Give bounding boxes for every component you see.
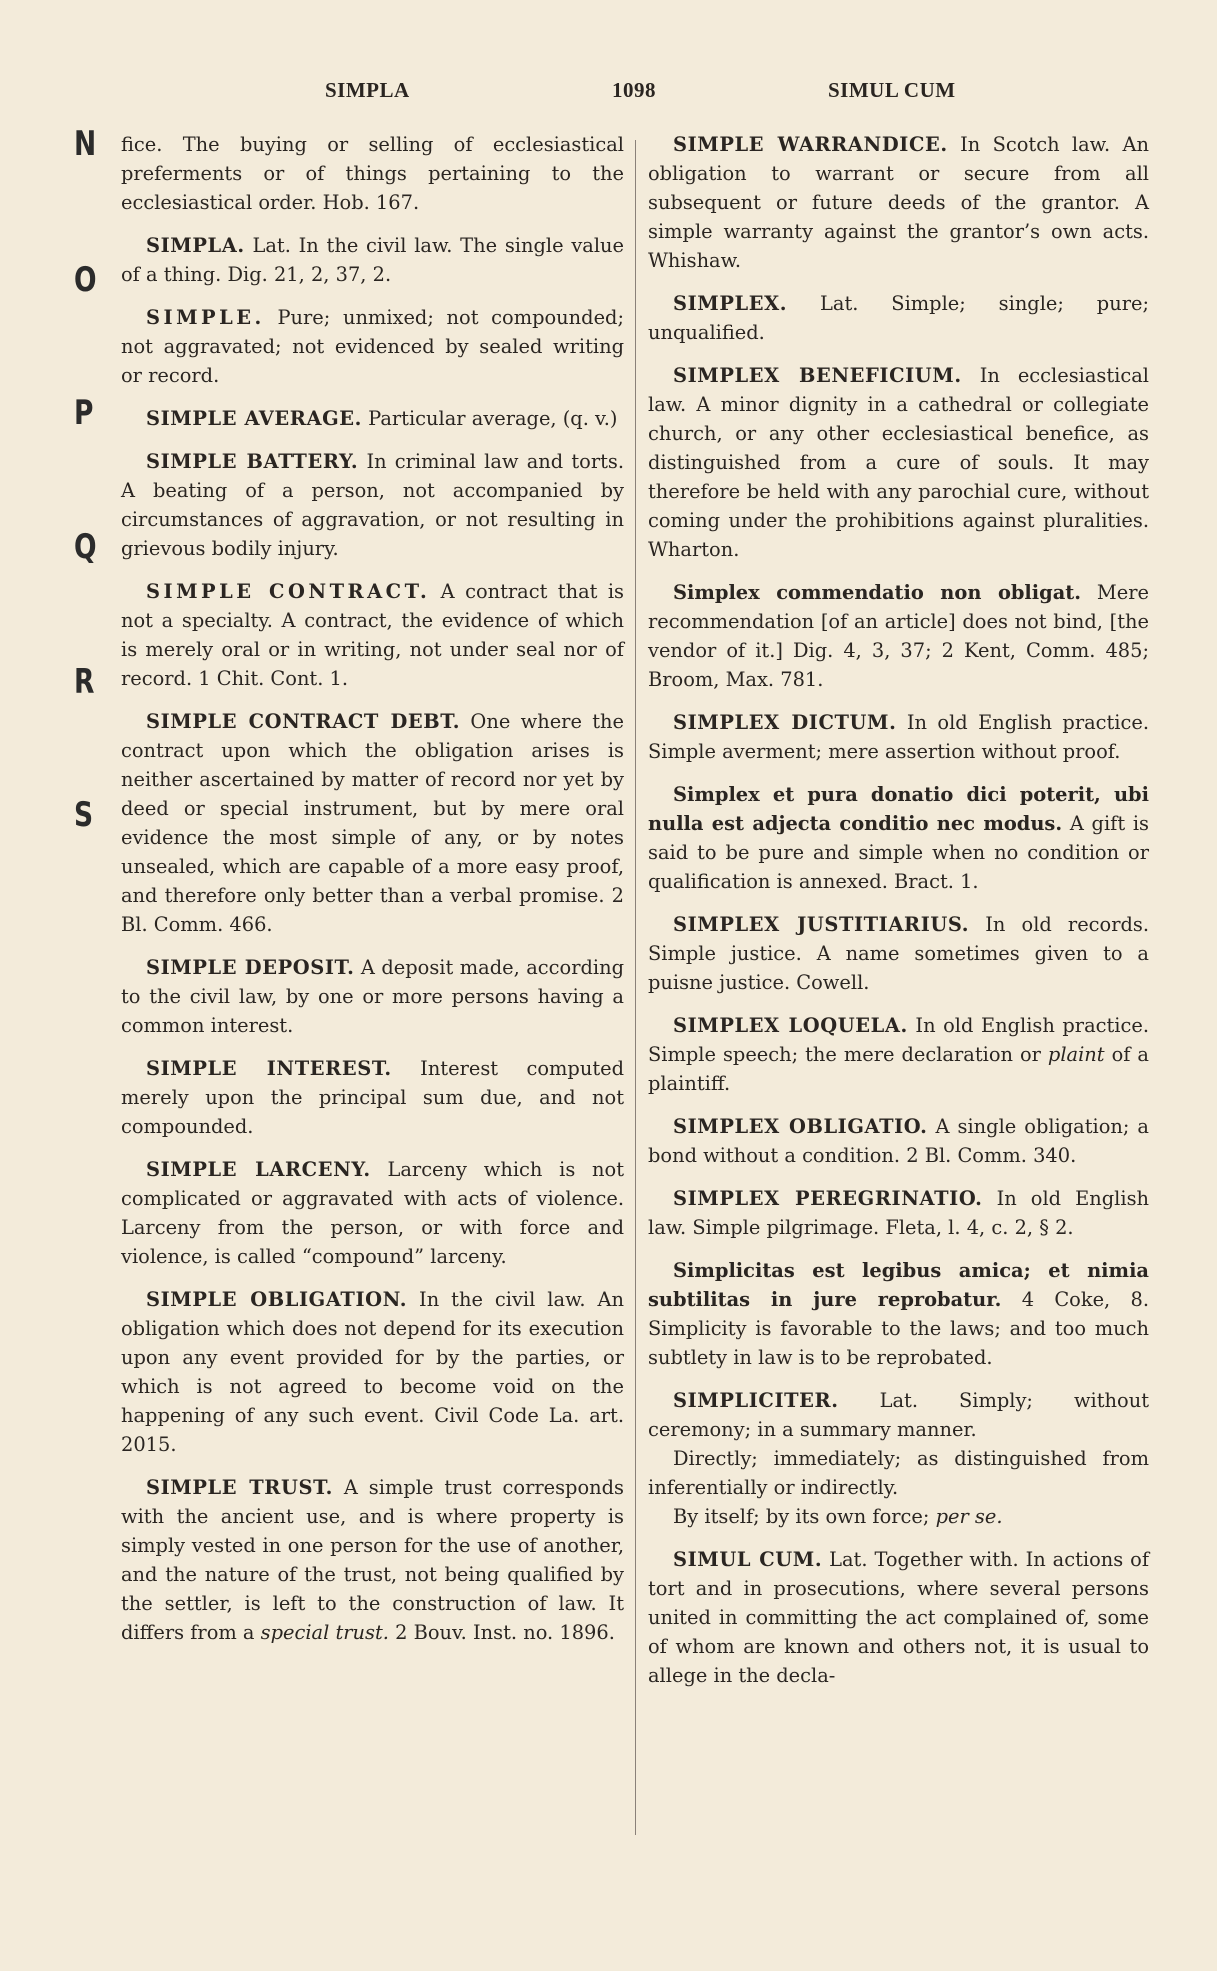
entry-text: Pure; unmixed; not compounded; not aggravated; not evidenced by sealed writing or record. — [121, 306, 624, 387]
entry-text: In criminal law and torts. A beating of a person, not accompanied by circumstances of aggravation, or not resulting in grievous bodily injury. — [121, 450, 624, 560]
entry-text: Larceny which is not complicated or aggravated with acts of violence. Larceny from the person, or with force and violence, is called “compound” larceny. — [121, 1158, 625, 1268]
entry-headword: SIMPLA. — [146, 234, 245, 257]
entry-simpliciter — [648, 1386, 1149, 1444]
thumb-index-letter: O — [74, 260, 97, 300]
entry-text: Directly; immediately; as distinguished from inferentially or indirectly. — [648, 1447, 1149, 1499]
entry-headword: SIMUL CUM. — [673, 1548, 823, 1571]
entry-text: Mere recommendation [of an article] does not bind, [the vendor of it.] Dig. 4, 3, 37; 2 Kent, Comm. 485; Broom, Max. 781. — [648, 581, 1149, 691]
entry-italic-text: special trust. — [260, 1621, 389, 1644]
entry-simpla — [121, 231, 624, 289]
maxim-simplex-commendatio — [648, 578, 1149, 694]
entry-text: Interest computed merely upon the principal sum due, and not compounded. — [121, 1057, 624, 1138]
entry-simple-battery — [121, 447, 624, 563]
entry-text: In old English practice. Simple speech; the mere declaration or — [648, 1014, 1149, 1066]
entry-headword: SIMPLEX. — [673, 292, 788, 315]
maxim-text: Simplicitas est legibus amica; et nimia subtilitas in jure reprobatur. — [648, 1259, 1149, 1311]
thumb-index-letter: Q — [74, 527, 97, 567]
entry-sub-sense — [648, 1444, 1149, 1502]
entry-simple-contract — [121, 577, 624, 693]
entry-text: In the civil law. An obligation which does not depend for its execution upon any event provided for by the parties, or which is not agreed to become void on the happening of any such event. Civil Code La. art. 2015. — [121, 1288, 624, 1456]
entry-simple-interest — [121, 1054, 624, 1141]
entry-simple-larceny — [121, 1155, 624, 1271]
entry-headword: SIMPLEX JUSTITIARIUS. — [673, 913, 970, 936]
entry-headword: SIMPLE OBLIGATION. — [146, 1288, 408, 1311]
entry-headword: SIMPLE BATTERY. — [146, 450, 359, 473]
entry-simplex-dictum — [648, 708, 1149, 766]
entry-text: By itself; by its own force; — [673, 1505, 936, 1528]
entry-headword: SIMPLE CONTRACT DEBT. — [146, 710, 461, 733]
entry-headword: SIMPLE INTEREST. — [146, 1057, 392, 1080]
entry-simplex-peregrinatio — [648, 1184, 1149, 1242]
entry-headword: SIMPLICITER. — [673, 1389, 839, 1412]
entry-simple-warrandice — [648, 130, 1149, 275]
entry-text-tail: of a plaintiff. — [648, 1043, 1149, 1095]
entry-simple-average — [121, 404, 624, 433]
page-number: 1098 — [612, 78, 656, 102]
thumb-index-letter: P — [74, 393, 94, 433]
entry-text: A contract that is not a specialty. A contract, the evidence of which is merely oral or in writing, not under seal nor of record. 1 Chit. Cont. 1. — [121, 580, 624, 690]
entry-simplex-justitiarius — [648, 910, 1149, 997]
entry-headword: SIMPLEX DICTUM. — [673, 711, 897, 734]
right-column — [648, 130, 1149, 1704]
entry-text: 4 Coke, 8. Simplicity is favorable to the laws; and too much subtlety in law is to be reprobated. — [648, 1288, 1149, 1369]
entry-text: A single obligation; a bond without a condition. 2 Bl. Comm. 340. — [648, 1115, 1149, 1167]
entry-headword: SIMPLEX OBLIGATIO. — [673, 1115, 928, 1138]
entry-continuation — [121, 130, 624, 217]
entry-text: In ecclesiastical law. A minor dignity in a cathedral or collegiate church, or any other ecclesiastical benefice, as distinguished from a cure of souls. It may therefore be held with any parochial cure, without coming under the prohibitions against pluralities. Wharton. — [648, 364, 1149, 561]
entry-italic-text: plaint — [1047, 1043, 1105, 1066]
entry-headword: SIMPLEX LOQUELA. — [673, 1014, 908, 1037]
entry-text: In old English practice. Simple averment; mere assertion without proof. — [648, 711, 1150, 763]
entry-headword: SIMPLEX BENEFICIUM. — [673, 364, 962, 387]
maxim-text: Simplex et pura donatio dici poterit, ubi nulla est adjecta conditio nec modus. — [648, 783, 1149, 835]
entry-simple-deposit — [121, 953, 624, 1040]
entry-headword: SIMPLE AVERAGE. — [146, 407, 362, 430]
maxim-simplex-et-pura — [648, 780, 1149, 896]
maxim-text: Simplex commendatio non obligat. — [673, 581, 1081, 604]
entry-headword: SIMPLE TRUST. — [146, 1476, 333, 1499]
entry-headword: SIMPLE CONTRACT. — [146, 580, 431, 603]
entry-text: Lat. Simple; single; pure; unqualified. — [648, 292, 1149, 344]
entry-text: One where the contract upon which the obligation arises is neither ascertained by matter of record nor yet by deed or special instrument, but by mere oral evidence the most simple of any, or by notes unsealed, which are capable of a more easy proof, and therefore only better than a verbal promise. 2 Bl. Comm. 466. — [121, 710, 624, 936]
entry-simple-trust — [121, 1473, 624, 1647]
entry-simul-cum — [648, 1545, 1149, 1690]
entry-italic-text: per se. — [935, 1505, 1003, 1528]
entry-simple-contract-debt — [121, 707, 624, 939]
entry-simple — [121, 303, 624, 390]
entry-simplex-loquela — [648, 1011, 1149, 1098]
running-header — [0, 78, 1217, 108]
maxim-simplicitas — [648, 1256, 1149, 1372]
column-divider — [635, 140, 636, 1835]
left-column — [121, 130, 624, 1661]
entry-text: Lat. In the civil law. The single value of a thing. Dig. 21, 2, 37, 2. — [121, 234, 624, 286]
entry-headword: SIMPLEX PEREGRINATIO. — [673, 1187, 983, 1210]
entry-simple-obligation — [121, 1285, 624, 1459]
entry-simplex — [648, 289, 1149, 347]
header-right-guide-word: SIMUL CUM — [828, 78, 956, 102]
entry-text: In old records. Simple justice. A name sometimes given to a puisne justice. Cowell. — [648, 913, 1149, 994]
thumb-index-letter: R — [74, 662, 95, 702]
entry-text: In old English law. Simple pilgrimage. Fleta, l. 4, c. 2, § 2. — [648, 1187, 1150, 1239]
entry-text: Particular average, (q. v.) — [362, 407, 618, 430]
entry-text: A gift is said to be pure and simple when no condition or qualification is annexed. Bract. 1. — [648, 812, 1149, 893]
thumb-index-letter: N — [74, 124, 97, 164]
entry-headword: SIMPLE WARRANDICE. — [673, 133, 948, 156]
entry-text: In Scotch law. An obligation to warrant or secure from all subsequent or future deeds of the grantor. A simple warranty against the grantor’s own acts. Whishaw. — [648, 133, 1149, 272]
entry-simplex-beneficium — [648, 361, 1149, 564]
entry-headword: SIMPLE. — [146, 306, 265, 329]
entry-simplex-obligatio — [648, 1112, 1149, 1170]
entry-citation: 2 Bouv. Inst. no. 1896. — [388, 1621, 615, 1644]
entry-headword: SIMPLE DEPOSIT. — [146, 956, 355, 979]
entry-text: A deposit made, according to the civil law, by one or more persons having a common interest. — [121, 956, 624, 1037]
thumb-index-letter: S — [74, 795, 94, 835]
entry-text: Lat. Together with. In actions of tort and in prosecutions, where several persons united in committing the act complained of, some of whom are known and others not, it is usual to allege in the decla- — [648, 1548, 1149, 1687]
entry-text: A simple trust corresponds with the ancient use, and is where property is simply vested in one person for the use of another, and the nature of the trust, not being qualified by the settler, is left to the construction of law. It differs from a — [121, 1476, 624, 1644]
header-left-guide-word: SIMPLA — [325, 78, 410, 102]
entry-text: fice. The buying or selling of ecclesiastical preferments or of things pertaining to the ecclesiastical order. Hob. 167. — [121, 133, 624, 214]
entry-sub-sense — [648, 1502, 1149, 1531]
entry-headword: SIMPLE LARCENY. — [146, 1158, 371, 1181]
entry-text: Lat. Simply; without ceremony; in a summary manner. — [648, 1389, 1149, 1441]
